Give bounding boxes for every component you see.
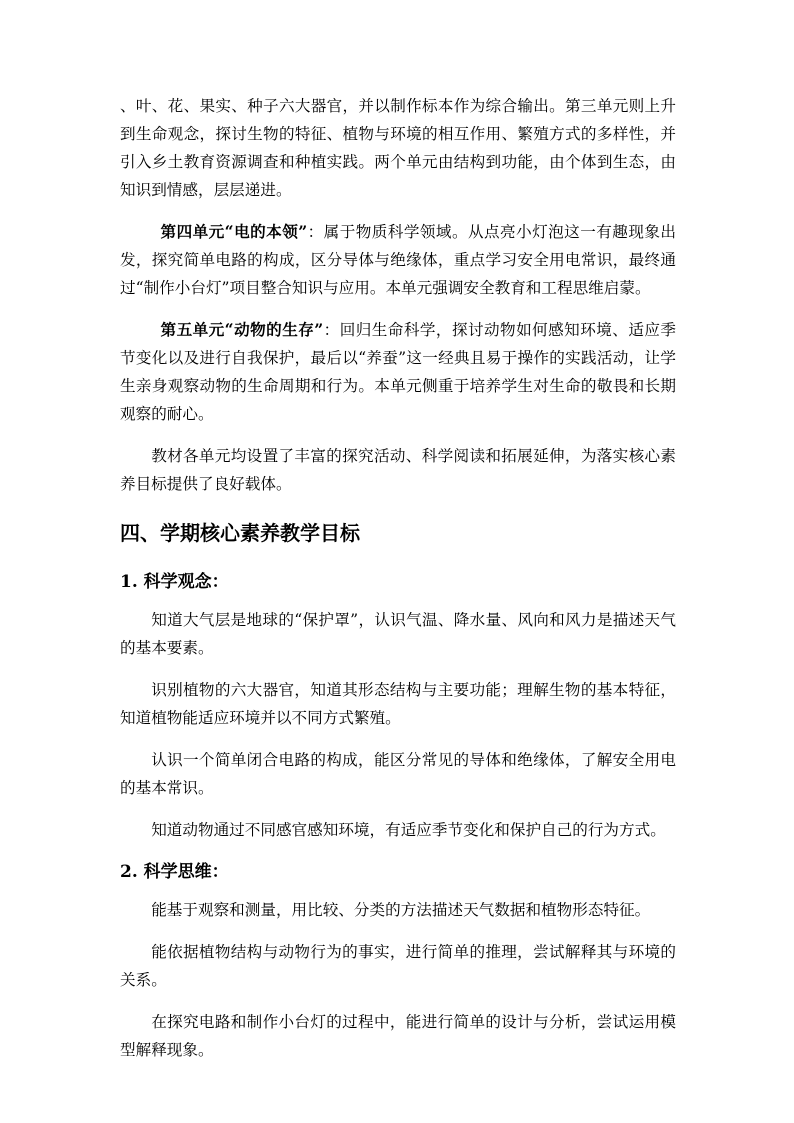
page-content <box>120 92 676 1078</box>
summary-text: 教材各单元均设置了丰富的探究活动、科学阅读和拓展延伸，为落实核心素养目标提供了良好载体。 <box>120 447 676 493</box>
paragraph-unit5 <box>120 316 676 428</box>
unit5-title: 第五单元“动物的生存” <box>160 320 324 339</box>
list-item: 知道动物通过不同感官感知环境，有适应季节变化和保护自己的行为方式。 <box>151 821 666 839</box>
list-item: 认识一个简单闭合电路的构成，能区分常见的导体和绝缘体，了解安全用电的基本常识。 <box>120 751 676 797</box>
unit4-title: 第四单元“电的本领” <box>160 222 308 241</box>
paragraph-unit2-3-continuation <box>120 92 676 204</box>
paragraph-text: 、叶、花、果实、种子六大器官，并以制作标本作为综合输出。第三单元则上升到生命观念，探讨生物的特征、植物与环境的相互作用、繁殖方式的多样性，并引入乡土教育资源调查和种植实践。两个单元由结构到功能，由个体到生态，由知识到情感，层层递进。 <box>120 97 676 199</box>
paragraph-summary <box>120 442 676 498</box>
paragraph-unit4 <box>120 218 676 302</box>
section-heading-4: 四、学期核心素养教学目标 <box>120 521 360 545</box>
list-item: 识别植物的六大器官，知道其形态结构与主要功能；理解生物的基本特征，知道植物能适应环境并以不同方式繁殖。 <box>120 681 676 727</box>
unit5-text: ：回归生命科学，探讨动物如何感知环境、适应季节变化以及进行自我保护，最后以“养蚕”这一经典且易于操作的实践活动，让学生亲身观察动物的生命周期和行为。本单元侧重于培养学生对生命的敬畏和长期观察的耐心。 <box>120 321 676 423</box>
subheading-science-concepts: 1. 科学观念： <box>120 572 229 592</box>
list-item: 能依据植物结构与动物行为的事实，进行简单的推理，尝试解释其与环境的关系。 <box>120 943 676 989</box>
unit4-text: ：属于物质科学领域。从点亮小灯泡这一有趣现象出发，探究简单电路的构成，区分导体与绝缘体，重点学习安全用电常识，最终通过“制作小台灯”项目整合知识与应用。本单元强调安全教育和工程思维启蒙。 <box>120 223 676 297</box>
list-item: 在探究电路和制作小台灯的过程中，能进行简单的设计与分析，尝试运用模型解释现象。 <box>120 1013 676 1059</box>
list-item: 知道大气层是地球的“保护罩”，认识气温、降水量、风向和风力是描述天气的基本要素。 <box>120 611 676 657</box>
list-item: 能基于观察和测量，用比较、分类的方法描述天气数据和植物形态特征。 <box>151 901 651 919</box>
subheading-science-thinking: 2. 科学思维： <box>120 862 229 882</box>
